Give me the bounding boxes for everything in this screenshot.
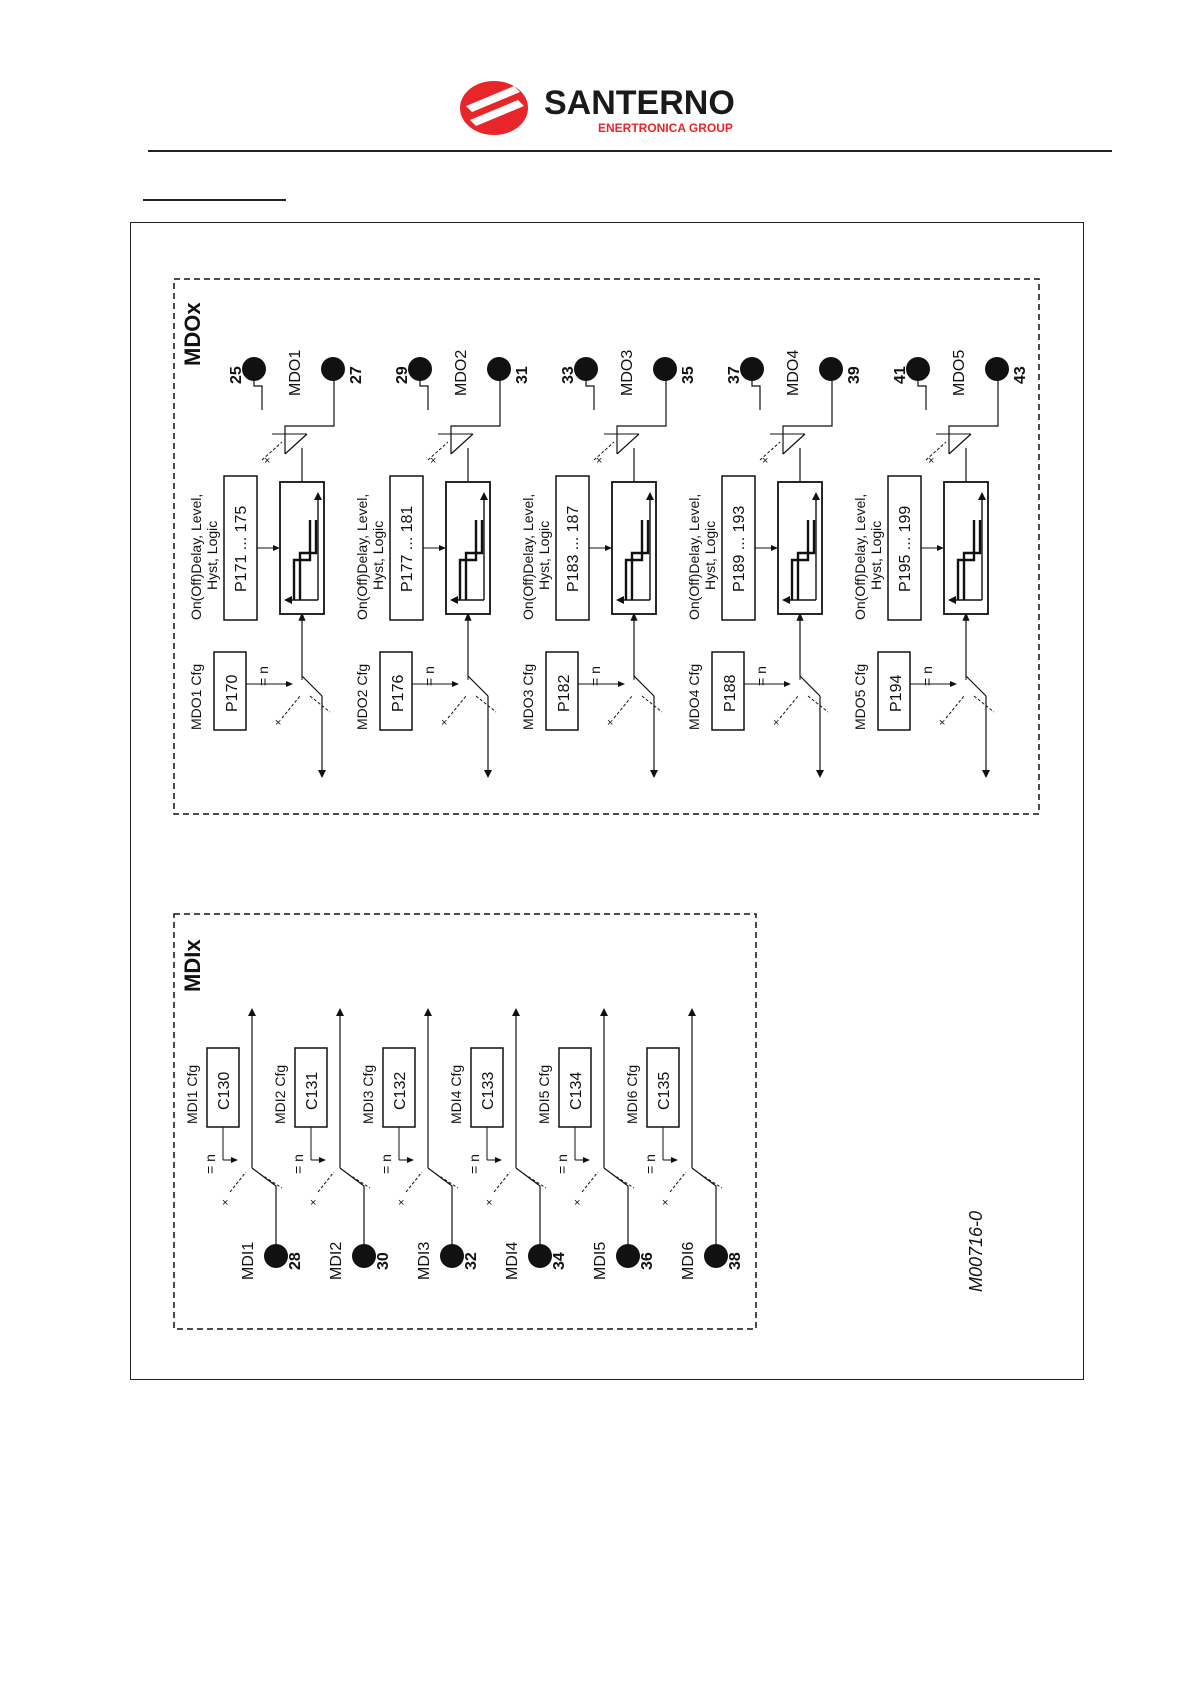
mdi-selector-blade: [692, 1168, 716, 1186]
mdi-terminal-label: 36: [639, 1252, 656, 1270]
mdi-terminal: [352, 1244, 376, 1268]
mdi-cfg-param: C131: [304, 1071, 321, 1110]
mdo-function-text: On(Off)Delay, Level,: [686, 493, 702, 620]
mdo-cfg-param: P176: [390, 674, 407, 712]
mdi-selector-blade: [428, 1168, 452, 1186]
mdo-selector-blade: [634, 676, 654, 696]
mdo-output-name: MDO3: [619, 349, 636, 396]
mdo-equals-n: = n: [421, 666, 437, 686]
mdo-relay-blade: [617, 434, 639, 454]
mdo-terminal-b-label: 39: [846, 366, 863, 384]
mdo-function-text: On(Off)Delay, Level,: [354, 493, 370, 620]
mdi-output-arrow: [688, 1008, 696, 1016]
mdo-function-params: P177 ... 181: [399, 505, 416, 592]
mdo-channels: [188, 350, 1029, 778]
mdo-relay-blade: [783, 434, 805, 454]
mdi-output-arrow: [424, 1008, 432, 1016]
mdi-equals-n: = n: [466, 1154, 482, 1174]
mdi-equals-n: = n: [290, 1154, 306, 1174]
mdo-selector-dashed: [476, 696, 496, 712]
mdo-output-name: MDO5: [951, 349, 968, 396]
mdo-terminal-a-label: 37: [726, 366, 743, 384]
mdo-terminal-b: [321, 357, 345, 381]
mdo-selector-blade: [468, 676, 488, 696]
mdo-selector-dashed: [642, 696, 662, 712]
mdi-selector-dashed: [582, 1172, 598, 1192]
mdi-cfg-label: MDI4 Cfg: [448, 1064, 464, 1124]
mdo-relay-blade: [451, 434, 473, 454]
mdi-terminal: [616, 1244, 640, 1268]
mdo-function-text: Hyst, Logic: [702, 520, 718, 590]
mdo-terminal-a: [242, 357, 266, 381]
mdo-selector-blade: [966, 676, 986, 696]
mdi-selector-dashed: [406, 1172, 422, 1192]
mdo-function-params: P189 ... 193: [731, 505, 748, 592]
mdo-function-text: On(Off)Delay, Level,: [520, 493, 536, 620]
mdo-selector-dashed: [780, 696, 798, 718]
mdo-terminal-b-label: 27: [348, 366, 365, 384]
mdi-channel: [624, 1008, 744, 1280]
mdo-cfg-param: P170: [224, 674, 241, 712]
mdo-selector-blade: [800, 676, 820, 696]
mdo-terminal-a: [906, 357, 930, 381]
mdi-output-arrow: [512, 1008, 520, 1016]
mdo-selector-x: ×: [939, 717, 946, 729]
mdi-selector-x: ×: [310, 1197, 317, 1209]
mdi-selector-dashed: [494, 1172, 510, 1192]
mdo-cfg-label: MDO2 Cfg: [354, 663, 370, 730]
mdi-equals-n: = n: [642, 1154, 658, 1174]
mdi-channel: [360, 1008, 480, 1280]
mdi-cfg-label: MDI5 Cfg: [536, 1064, 552, 1124]
mdi-cfg-param: C134: [568, 1071, 585, 1110]
mdi-input-name: MDI2: [328, 1241, 345, 1280]
mdo-equals-n: = n: [255, 666, 271, 686]
mdo-relay-x: ×: [928, 455, 935, 467]
mdi-selector-dashed: [318, 1172, 334, 1192]
mdi-equals-n: = n: [378, 1154, 394, 1174]
mdo-terminal-b: [985, 357, 1009, 381]
mdo-relay-x: ×: [596, 455, 603, 467]
mdo-function-params: P171 ... 175: [233, 505, 250, 592]
mdi-selector-dashed: [670, 1172, 686, 1192]
mdi-terminal-label: 34: [551, 1252, 568, 1270]
mdo-channel: [852, 350, 1029, 778]
mdi-terminal-label: 30: [375, 1252, 392, 1270]
mdo-cfg-param: P188: [722, 674, 739, 712]
mdi-input-name: MDI4: [504, 1241, 521, 1280]
mdo-cfg-label: MDO3 Cfg: [520, 663, 536, 730]
mdo-channel: [686, 350, 863, 778]
mdo-output-name: MDO4: [785, 349, 802, 396]
mdo-terminal-b-label: 35: [680, 366, 697, 384]
mdo-input-arrow: [982, 770, 990, 778]
mdi-equals-n: = n: [202, 1154, 218, 1174]
mdo-output-name: MDO1: [287, 349, 304, 396]
mdi-selector-x: ×: [222, 1197, 229, 1209]
mdi-selector-x: ×: [486, 1197, 493, 1209]
mdi-terminal: [264, 1244, 288, 1268]
mdo-terminal-b: [653, 357, 677, 381]
mdo-channel: [354, 350, 531, 778]
mdo-terminal-a: [740, 357, 764, 381]
mdo-function-text: Hyst, Logic: [868, 520, 884, 590]
mdo-terminal-a-label: 29: [394, 366, 411, 384]
mdo-cfg-label: MDO1 Cfg: [188, 663, 204, 730]
mdo-function-params: P183 ... 187: [565, 505, 582, 592]
mdi-terminal: [528, 1244, 552, 1268]
mdi-channel: [536, 1008, 656, 1280]
mdo-selector-x: ×: [441, 717, 448, 729]
mdo-selector-x: ×: [773, 717, 780, 729]
mdo-terminal-b-label: 31: [514, 366, 531, 384]
mdi-channel: [184, 1008, 304, 1280]
mdo-relay-blade: [285, 434, 307, 454]
mdo-input-arrow: [318, 770, 326, 778]
mdi-input-name: MDI6: [680, 1241, 697, 1280]
mdo-cfg-param: P182: [556, 674, 573, 712]
mdo-selector-dashed: [808, 696, 828, 712]
mdo-terminal-a: [408, 357, 432, 381]
mdi-selector-x: ×: [398, 1197, 405, 1209]
mdo-terminal-b: [487, 357, 511, 381]
mdo-input-arrow: [484, 770, 492, 778]
mdo-equals-n: = n: [919, 666, 935, 686]
mdo-terminal-a-label: 41: [892, 366, 909, 384]
mdo-channel: [520, 350, 697, 778]
mdi-selector-x: ×: [574, 1197, 581, 1209]
mdo-selector-dashed: [282, 696, 300, 718]
mdi-equals-n: = n: [554, 1154, 570, 1174]
mdo-input-arrow: [816, 770, 824, 778]
mdi-cfg-label: MDI1 Cfg: [184, 1064, 200, 1124]
mdi-channel: [272, 1008, 392, 1280]
mdo-selector-dashed: [310, 696, 330, 712]
mdi-terminal: [704, 1244, 728, 1268]
mdo-function-text: Hyst, Logic: [370, 520, 386, 590]
mdi-cfg-label: MDI3 Cfg: [360, 1064, 376, 1124]
mdi-selector-blade: [340, 1168, 364, 1186]
brand-name: SANTERNO: [544, 84, 735, 122]
mdo-output-name: MDO2: [453, 349, 470, 396]
mdi-selector-blade: [516, 1168, 540, 1186]
mdi-selector-dashed: [230, 1172, 246, 1192]
mdo-relay-x: ×: [430, 455, 437, 467]
mdi-input-name: MDI5: [592, 1241, 609, 1280]
mdo-function-text: Hyst, Logic: [536, 520, 552, 590]
mdo-block-title: MDOx: [180, 302, 205, 366]
mdi-terminal-label: 38: [727, 1252, 744, 1270]
mdi-cfg-param: C132: [392, 1071, 409, 1110]
mdo-selector-dashed: [448, 696, 466, 718]
mdi-cfg-param: C135: [656, 1071, 673, 1110]
mdo-terminal-a: [574, 357, 598, 381]
mdi-cfg-param: C133: [480, 1071, 497, 1110]
mdo-equals-n: = n: [587, 666, 603, 686]
brand-group: ENERTRONICA GROUP: [598, 121, 733, 135]
mdi-output-arrow: [248, 1008, 256, 1016]
mdo-selector-dashed: [614, 696, 632, 718]
mdo-relay-x: ×: [264, 455, 271, 467]
mdi-selector-blade: [604, 1168, 628, 1186]
mdo-function-text: Hyst, Logic: [204, 520, 220, 590]
mdo-terminal-b: [819, 357, 843, 381]
mdi-terminal-label: 28: [287, 1252, 304, 1270]
mdo-relay-x: ×: [762, 455, 769, 467]
mdi-cfg-label: MDI2 Cfg: [272, 1064, 288, 1124]
mdo-channel: [188, 350, 365, 778]
mdo-input-arrow: [650, 770, 658, 778]
mdo-terminal-b-label: 43: [1012, 366, 1029, 384]
mdo-cfg-label: MDO5 Cfg: [852, 663, 868, 730]
mdi-input-name: MDI1: [240, 1241, 257, 1280]
mdi-selector-x: ×: [662, 1197, 669, 1209]
mdo-cfg-label: MDO4 Cfg: [686, 663, 702, 730]
mdo-function-text: On(Off)Delay, Level,: [852, 493, 868, 620]
mdi-terminal-label: 32: [463, 1252, 480, 1270]
mdo-equals-n: = n: [753, 666, 769, 686]
mdi-block-title: MDIx: [180, 939, 205, 992]
mdo-selector-dashed: [946, 696, 964, 718]
mdo-relay-blade: [949, 434, 971, 454]
mdi-cfg-param: C130: [216, 1071, 233, 1110]
mdo-terminal-a-label: 25: [228, 366, 245, 384]
mdi-terminal: [440, 1244, 464, 1268]
mdi-channels: [184, 1008, 744, 1280]
mdo-function-text: On(Off)Delay, Level,: [188, 493, 204, 620]
mdi-selector-blade: [252, 1168, 276, 1186]
mdi-input-name: MDI3: [416, 1241, 433, 1280]
mdo-terminal-a-label: 33: [560, 366, 577, 384]
mdi-output-arrow: [336, 1008, 344, 1016]
mdo-selector-dashed: [974, 696, 994, 712]
figure-code: M00716-0: [966, 1210, 986, 1292]
mdo-selector-x: ×: [275, 717, 282, 729]
mdo-cfg-param: P194: [888, 674, 905, 712]
mdi-cfg-label: MDI6 Cfg: [624, 1064, 640, 1124]
mdo-selector-blade: [302, 676, 322, 696]
mdo-function-params: P195 ... 199: [897, 505, 914, 592]
mdi-output-arrow: [600, 1008, 608, 1016]
mdo-selector-x: ×: [607, 717, 614, 729]
mdi-channel: [448, 1008, 568, 1280]
